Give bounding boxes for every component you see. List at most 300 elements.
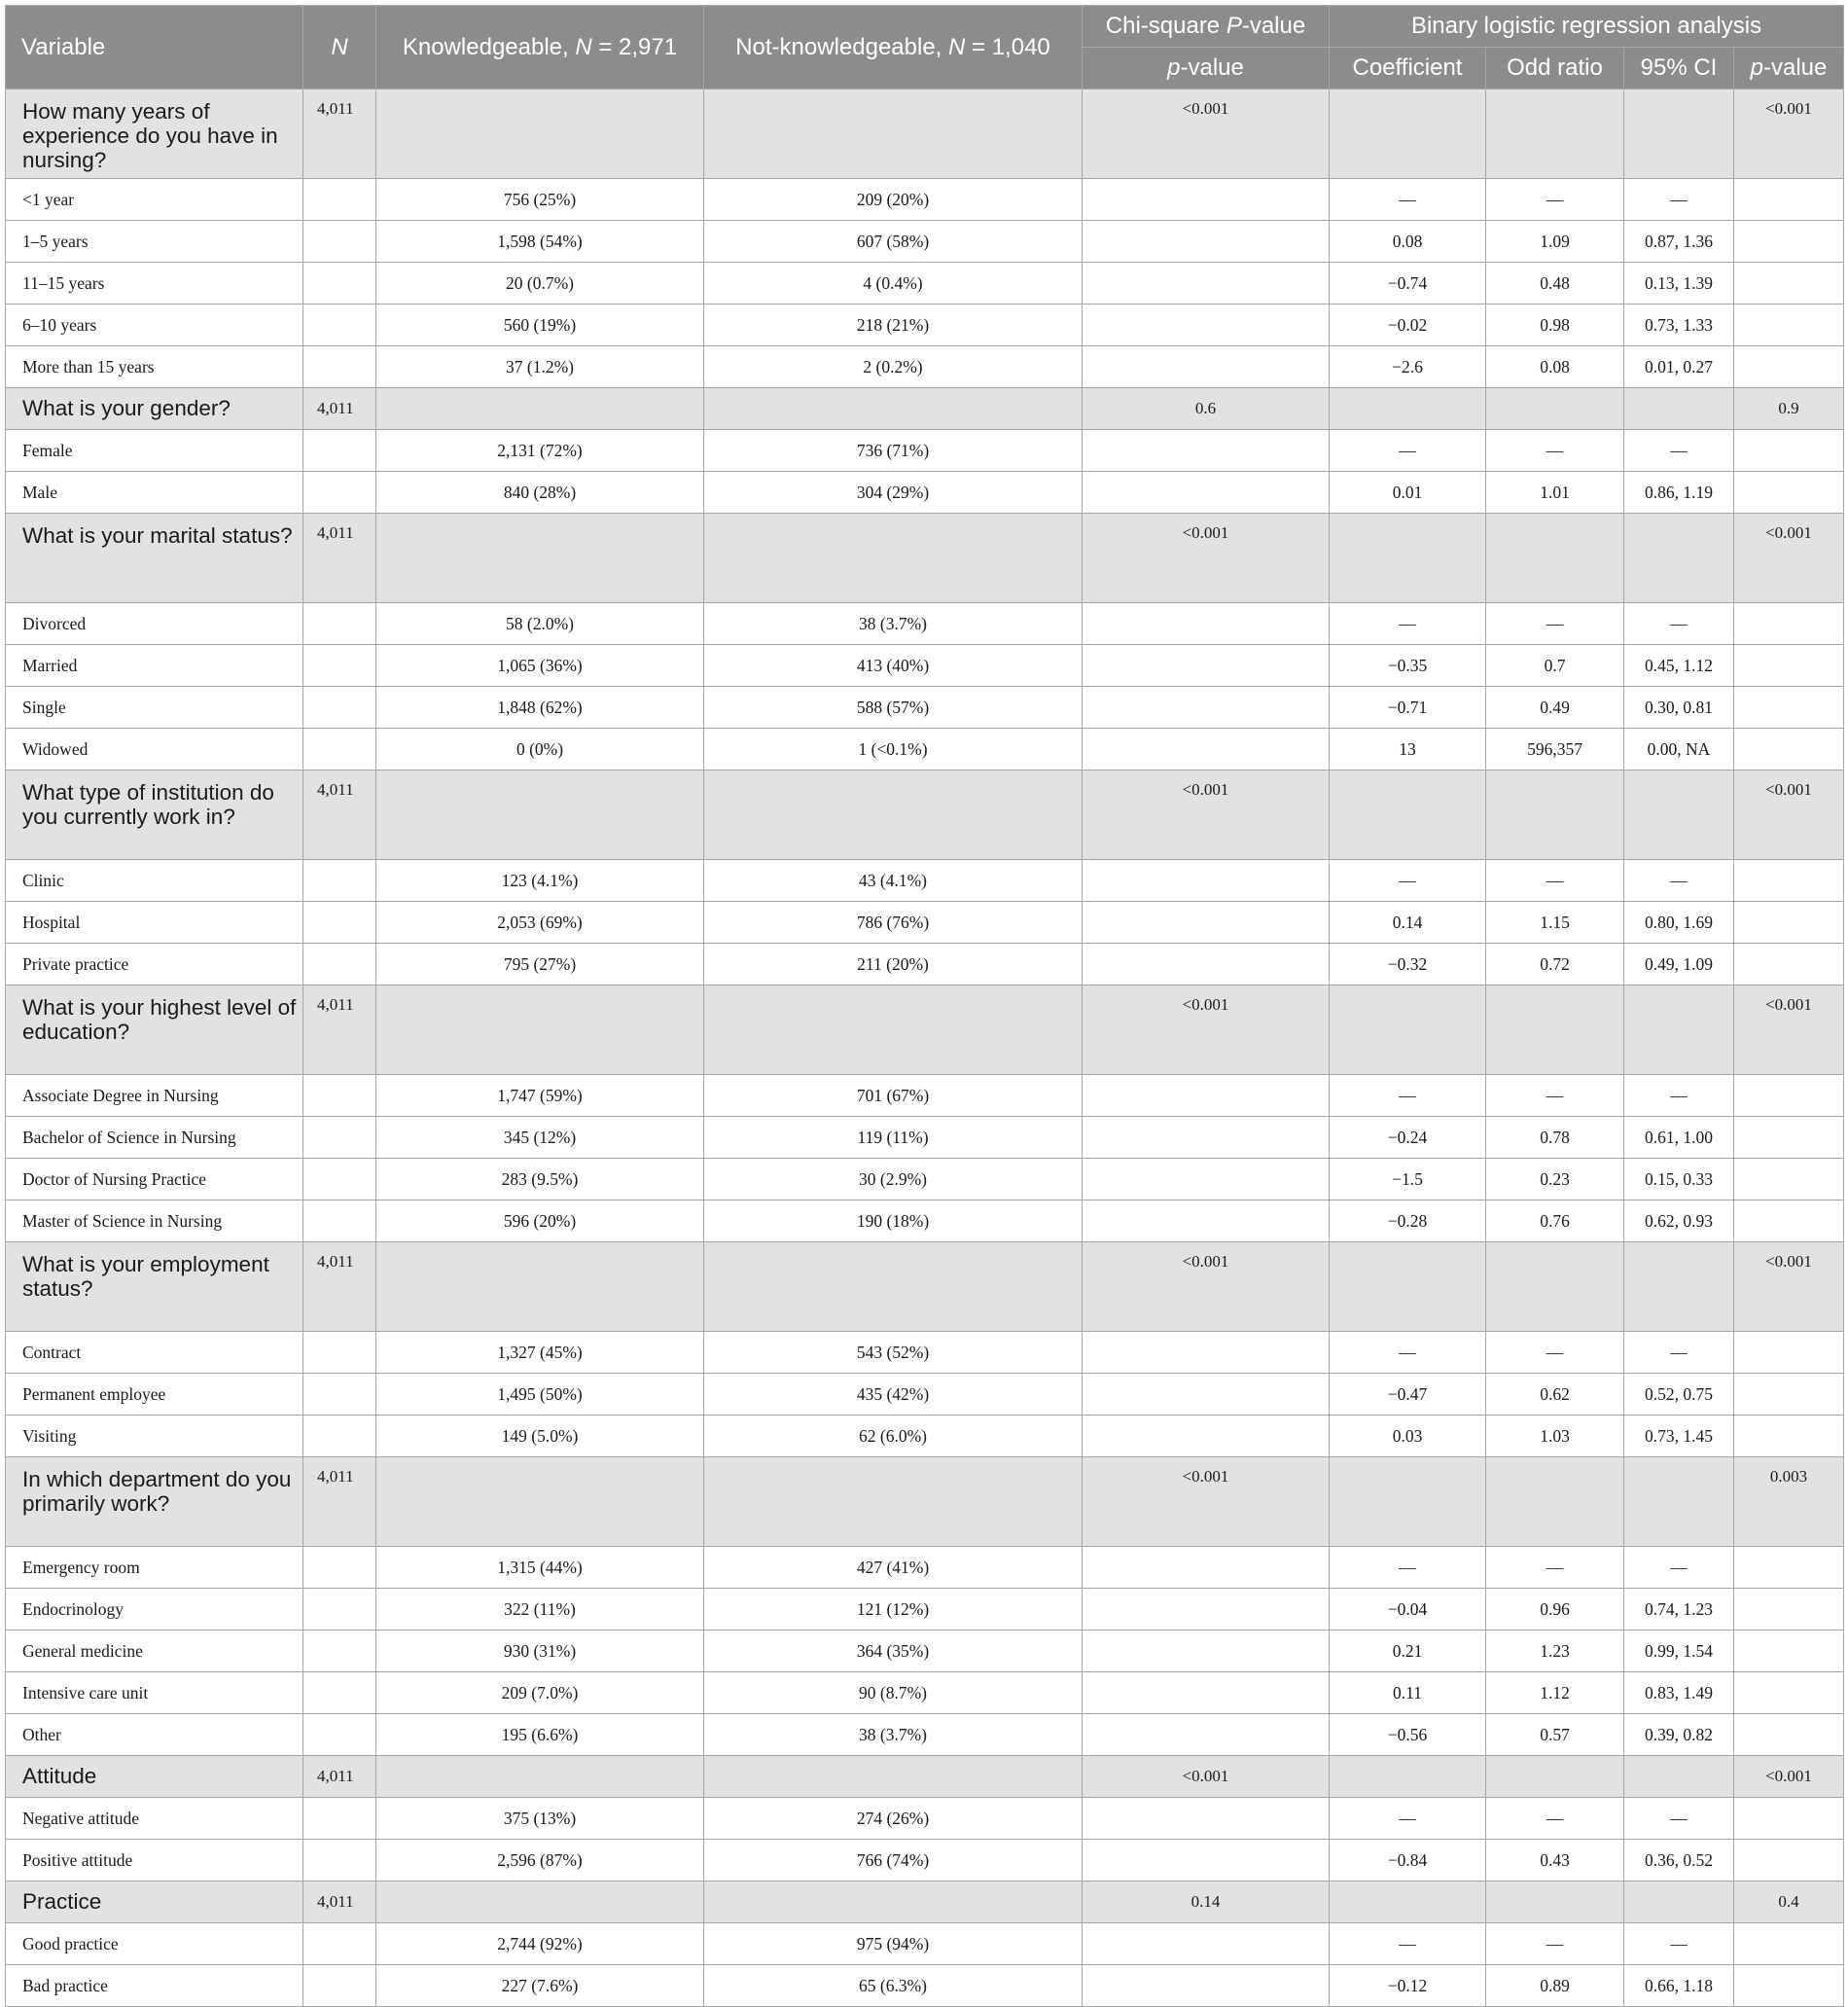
table-row <box>6 687 1844 729</box>
row-coefficient: — <box>1330 1798 1486 1840</box>
table-row <box>6 645 1844 687</box>
row-label: Associate Degree in Nursing <box>6 1075 303 1117</box>
row-regression-p-empty <box>1734 687 1844 729</box>
row-chi-square-empty <box>1083 430 1330 472</box>
group-header-row <box>6 90 1844 179</box>
group-chi-square-p: <0.001 <box>1083 1242 1330 1332</box>
table-row <box>6 860 1844 902</box>
row-label: Contract <box>6 1332 303 1374</box>
row-regression-p-empty <box>1734 179 1844 221</box>
row-label: Other <box>6 1714 303 1756</box>
row-knowledgeable: 227 (7.6%) <box>376 1965 704 2007</box>
row-knowledgeable: 149 (5.0%) <box>376 1416 704 1457</box>
row-regression-p-empty <box>1734 1075 1844 1117</box>
row-chi-square-empty <box>1083 944 1330 986</box>
group-coefficient-empty <box>1330 1242 1486 1332</box>
row-odd-ratio: 0.62 <box>1486 1374 1624 1416</box>
row-chi-square-empty <box>1083 1714 1330 1756</box>
row-ci: — <box>1624 603 1734 645</box>
group-ci-empty <box>1624 771 1734 860</box>
group-chi-square-p: <0.001 <box>1083 1756 1330 1798</box>
header-chi-square: Chi-square P-value <box>1083 6 1330 48</box>
group-not-knowledgeable-empty <box>704 388 1083 430</box>
row-not-knowledgeable: 588 (57%) <box>704 687 1083 729</box>
row-label: Positive attitude <box>6 1840 303 1882</box>
header-regression-p-value: p-value <box>1734 48 1844 90</box>
row-label: Endocrinology <box>6 1589 303 1631</box>
row-label: General medicine <box>6 1631 303 1672</box>
group-knowledgeable-empty <box>376 1242 704 1332</box>
group-ci-empty <box>1624 1882 1734 1923</box>
group-coefficient-empty <box>1330 1882 1486 1923</box>
table-row <box>6 1159 1844 1201</box>
header-n: N <box>303 6 376 90</box>
row-odd-ratio: — <box>1486 1075 1624 1117</box>
row-ci: 0.36, 0.52 <box>1624 1840 1734 1882</box>
row-n-empty <box>303 687 376 729</box>
row-ci: — <box>1624 1923 1734 1965</box>
group-n: 4,011 <box>303 986 376 1075</box>
group-question: What is your marital status? <box>6 514 303 603</box>
row-regression-p-empty <box>1734 1672 1844 1714</box>
group-ci-empty <box>1624 1242 1734 1332</box>
row-label: 11–15 years <box>6 263 303 305</box>
group-regression-p: <0.001 <box>1734 514 1844 603</box>
group-chi-square-p: <0.001 <box>1083 986 1330 1075</box>
row-coefficient: 0.11 <box>1330 1672 1486 1714</box>
row-label: Clinic <box>6 860 303 902</box>
row-ci: 0.73, 1.45 <box>1624 1416 1734 1457</box>
row-regression-p-empty <box>1734 472 1844 514</box>
row-knowledgeable: 322 (11%) <box>376 1589 704 1631</box>
table-row <box>6 1840 1844 1882</box>
row-regression-p-empty <box>1734 645 1844 687</box>
row-coefficient: — <box>1330 1332 1486 1374</box>
group-coefficient-empty <box>1330 1756 1486 1798</box>
row-regression-p-empty <box>1734 1589 1844 1631</box>
row-chi-square-empty <box>1083 1798 1330 1840</box>
group-header-row <box>6 514 1844 603</box>
row-odd-ratio: 0.48 <box>1486 263 1624 305</box>
row-coefficient: −0.84 <box>1330 1840 1486 1882</box>
group-question: What is your highest level of education? <box>6 986 303 1075</box>
row-coefficient: −0.47 <box>1330 1374 1486 1416</box>
group-n: 4,011 <box>303 771 376 860</box>
row-odd-ratio: — <box>1486 1798 1624 1840</box>
row-not-knowledgeable: 701 (67%) <box>704 1075 1083 1117</box>
row-knowledgeable: 1,327 (45%) <box>376 1332 704 1374</box>
row-n-empty <box>303 305 376 346</box>
row-ci: — <box>1624 430 1734 472</box>
row-odd-ratio: — <box>1486 179 1624 221</box>
row-ci: — <box>1624 1798 1734 1840</box>
group-question: What is your employment status? <box>6 1242 303 1332</box>
row-coefficient: 13 <box>1330 729 1486 771</box>
row-knowledgeable: 2,596 (87%) <box>376 1840 704 1882</box>
header-regression: Binary logistic regression analysis <box>1330 6 1844 48</box>
header-knowledgeable: Knowledgeable, N = 2,971 <box>376 6 704 90</box>
group-regression-p: 0.9 <box>1734 388 1844 430</box>
row-coefficient: −0.35 <box>1330 645 1486 687</box>
row-label: Hospital <box>6 902 303 944</box>
table-row <box>6 1714 1844 1756</box>
table-row <box>6 472 1844 514</box>
group-knowledgeable-empty <box>376 90 704 179</box>
row-label: Bachelor of Science in Nursing <box>6 1117 303 1159</box>
row-coefficient: — <box>1330 1075 1486 1117</box>
table-row <box>6 944 1844 986</box>
row-odd-ratio: 596,357 <box>1486 729 1624 771</box>
row-coefficient: −0.74 <box>1330 263 1486 305</box>
row-ci: — <box>1624 1332 1734 1374</box>
row-not-knowledgeable: 218 (21%) <box>704 305 1083 346</box>
group-question: Attitude <box>6 1756 303 1798</box>
row-n-empty <box>303 472 376 514</box>
row-chi-square-empty <box>1083 603 1330 645</box>
row-not-knowledgeable: 4 (0.4%) <box>704 263 1083 305</box>
row-chi-square-empty <box>1083 1965 1330 2007</box>
row-chi-square-empty <box>1083 221 1330 263</box>
row-n-empty <box>303 729 376 771</box>
table-row <box>6 430 1844 472</box>
group-question: How many years of experience do you have in nursing? <box>6 90 303 179</box>
row-not-knowledgeable: 65 (6.3%) <box>704 1965 1083 2007</box>
row-chi-square-empty <box>1083 1117 1330 1159</box>
row-knowledgeable: 345 (12%) <box>376 1117 704 1159</box>
row-ci: — <box>1624 860 1734 902</box>
row-ci: 0.13, 1.39 <box>1624 263 1734 305</box>
header-odd-ratio: Odd ratio <box>1486 48 1624 90</box>
group-not-knowledgeable-empty <box>704 1882 1083 1923</box>
row-ci: — <box>1624 1547 1734 1589</box>
row-chi-square-empty <box>1083 645 1330 687</box>
row-chi-square-empty <box>1083 860 1330 902</box>
row-not-knowledgeable: 435 (42%) <box>704 1374 1083 1416</box>
row-chi-square-empty <box>1083 729 1330 771</box>
group-odd-ratio-empty <box>1486 90 1624 179</box>
row-not-knowledgeable: 62 (6.0%) <box>704 1416 1083 1457</box>
row-not-knowledgeable: 413 (40%) <box>704 645 1083 687</box>
row-n-empty <box>303 902 376 944</box>
group-regression-p: <0.001 <box>1734 771 1844 860</box>
row-chi-square-empty <box>1083 1374 1330 1416</box>
row-knowledgeable: 1,495 (50%) <box>376 1374 704 1416</box>
row-ci: 0.15, 0.33 <box>1624 1159 1734 1201</box>
row-coefficient: — <box>1330 430 1486 472</box>
group-chi-square-p: 0.6 <box>1083 388 1330 430</box>
row-not-knowledgeable: 2 (0.2%) <box>704 346 1083 388</box>
group-coefficient-empty <box>1330 1457 1486 1547</box>
group-ci-empty <box>1624 1756 1734 1798</box>
group-chi-square-p: <0.001 <box>1083 771 1330 860</box>
group-knowledgeable-empty <box>376 1457 704 1547</box>
row-ci: 0.80, 1.69 <box>1624 902 1734 944</box>
table-row <box>6 1672 1844 1714</box>
group-coefficient-empty <box>1330 514 1486 603</box>
row-not-knowledgeable: 364 (35%) <box>704 1631 1083 1672</box>
row-not-knowledgeable: 274 (26%) <box>704 1798 1083 1840</box>
row-not-knowledgeable: 211 (20%) <box>704 944 1083 986</box>
row-knowledgeable: 1,747 (59%) <box>376 1075 704 1117</box>
header-chi-p-value: p-value <box>1083 48 1330 90</box>
row-odd-ratio: 0.98 <box>1486 305 1624 346</box>
row-label: <1 year <box>6 179 303 221</box>
row-n-empty <box>303 1117 376 1159</box>
row-ci: 0.45, 1.12 <box>1624 645 1734 687</box>
row-knowledgeable: 283 (9.5%) <box>376 1159 704 1201</box>
row-knowledgeable: 2,744 (92%) <box>376 1923 704 1965</box>
row-knowledgeable: 930 (31%) <box>376 1631 704 1672</box>
table-row <box>6 1965 1844 2007</box>
row-knowledgeable: 2,131 (72%) <box>376 430 704 472</box>
row-n-empty <box>303 1547 376 1589</box>
row-chi-square-empty <box>1083 1589 1330 1631</box>
row-label: 6–10 years <box>6 305 303 346</box>
table-row <box>6 1374 1844 1416</box>
row-ci: 0.01, 0.27 <box>1624 346 1734 388</box>
row-label: Master of Science in Nursing <box>6 1201 303 1242</box>
row-ci: 0.52, 0.75 <box>1624 1374 1734 1416</box>
row-n-empty <box>303 346 376 388</box>
group-coefficient-empty <box>1330 986 1486 1075</box>
row-n-empty <box>303 1075 376 1117</box>
row-regression-p-empty <box>1734 1374 1844 1416</box>
row-odd-ratio: 1.09 <box>1486 221 1624 263</box>
row-knowledgeable: 1,848 (62%) <box>376 687 704 729</box>
row-not-knowledgeable: 607 (58%) <box>704 221 1083 263</box>
row-n-empty <box>303 860 376 902</box>
group-n: 4,011 <box>303 1457 376 1547</box>
row-knowledgeable: 756 (25%) <box>376 179 704 221</box>
row-label: Permanent employee <box>6 1374 303 1416</box>
row-chi-square-empty <box>1083 472 1330 514</box>
row-n-empty <box>303 1840 376 1882</box>
row-not-knowledgeable: 975 (94%) <box>704 1923 1083 1965</box>
row-odd-ratio: 0.23 <box>1486 1159 1624 1201</box>
group-knowledgeable-empty <box>376 388 704 430</box>
row-not-knowledgeable: 543 (52%) <box>704 1332 1083 1374</box>
group-odd-ratio-empty <box>1486 1882 1624 1923</box>
header-variable: Variable <box>6 6 303 90</box>
row-odd-ratio: 1.23 <box>1486 1631 1624 1672</box>
row-odd-ratio: 0.08 <box>1486 346 1624 388</box>
row-label: More than 15 years <box>6 346 303 388</box>
table-row <box>6 346 1844 388</box>
row-regression-p-empty <box>1734 1159 1844 1201</box>
row-label: Private practice <box>6 944 303 986</box>
row-odd-ratio: — <box>1486 860 1624 902</box>
row-odd-ratio: 0.7 <box>1486 645 1624 687</box>
row-chi-square-empty <box>1083 1416 1330 1457</box>
group-not-knowledgeable-empty <box>704 771 1083 860</box>
row-not-knowledgeable: 786 (76%) <box>704 902 1083 944</box>
row-coefficient: −0.32 <box>1330 944 1486 986</box>
group-header-row <box>6 1242 1844 1332</box>
group-knowledgeable-empty <box>376 986 704 1075</box>
group-header-row <box>6 1756 1844 1798</box>
row-n-empty <box>303 1798 376 1840</box>
group-regression-p: <0.001 <box>1734 986 1844 1075</box>
row-not-knowledgeable: 1 (<0.1%) <box>704 729 1083 771</box>
group-not-knowledgeable-empty <box>704 514 1083 603</box>
group-regression-p: <0.001 <box>1734 90 1844 179</box>
group-chi-square-p: <0.001 <box>1083 1457 1330 1547</box>
row-not-knowledgeable: 304 (29%) <box>704 472 1083 514</box>
row-coefficient: — <box>1330 1923 1486 1965</box>
row-n-empty <box>303 1374 376 1416</box>
row-odd-ratio: 0.49 <box>1486 687 1624 729</box>
row-chi-square-empty <box>1083 1075 1330 1117</box>
group-n: 4,011 <box>303 1882 376 1923</box>
group-odd-ratio-empty <box>1486 1242 1624 1332</box>
row-n-empty <box>303 1201 376 1242</box>
row-regression-p-empty <box>1734 1117 1844 1159</box>
row-label: Intensive care unit <box>6 1672 303 1714</box>
group-ci-empty <box>1624 1457 1734 1547</box>
group-ci-empty <box>1624 514 1734 603</box>
row-chi-square-empty <box>1083 1159 1330 1201</box>
row-coefficient: — <box>1330 860 1486 902</box>
group-not-knowledgeable-empty <box>704 1756 1083 1798</box>
row-chi-square-empty <box>1083 1672 1330 1714</box>
row-knowledgeable: 1,315 (44%) <box>376 1547 704 1589</box>
row-knowledgeable: 20 (0.7%) <box>376 263 704 305</box>
row-regression-p-empty <box>1734 860 1844 902</box>
row-knowledgeable: 2,053 (69%) <box>376 902 704 944</box>
table-row <box>6 1117 1844 1159</box>
row-knowledgeable: 596 (20%) <box>376 1201 704 1242</box>
row-odd-ratio: — <box>1486 1332 1624 1374</box>
group-n: 4,011 <box>303 514 376 603</box>
table-row <box>6 1923 1844 1965</box>
row-label: Divorced <box>6 603 303 645</box>
row-n-empty <box>303 1923 376 1965</box>
row-n-empty <box>303 645 376 687</box>
row-not-knowledgeable: 190 (18%) <box>704 1201 1083 1242</box>
row-coefficient: — <box>1330 179 1486 221</box>
row-knowledgeable: 1,598 (54%) <box>376 221 704 263</box>
group-chi-square-p: <0.001 <box>1083 514 1330 603</box>
row-ci: 0.99, 1.54 <box>1624 1631 1734 1672</box>
row-knowledgeable: 560 (19%) <box>376 305 704 346</box>
row-coefficient: −0.12 <box>1330 1965 1486 2007</box>
row-ci: — <box>1624 1075 1734 1117</box>
row-chi-square-empty <box>1083 1332 1330 1374</box>
table-row <box>6 1547 1844 1589</box>
row-coefficient: −0.02 <box>1330 305 1486 346</box>
row-coefficient: −2.6 <box>1330 346 1486 388</box>
row-odd-ratio: 1.01 <box>1486 472 1624 514</box>
row-regression-p-empty <box>1734 1631 1844 1672</box>
header-not-knowledgeable: Not-knowledgeable, N = 1,040 <box>704 6 1083 90</box>
row-n-empty <box>303 1714 376 1756</box>
row-regression-p-empty <box>1734 346 1844 388</box>
group-knowledgeable-empty <box>376 1882 704 1923</box>
group-chi-square-p: 0.14 <box>1083 1882 1330 1923</box>
row-label: Married <box>6 645 303 687</box>
row-n-empty <box>303 603 376 645</box>
table-row <box>6 1589 1844 1631</box>
row-not-knowledgeable: 119 (11%) <box>704 1117 1083 1159</box>
row-chi-square-empty <box>1083 687 1330 729</box>
group-ci-empty <box>1624 90 1734 179</box>
row-chi-square-empty <box>1083 1201 1330 1242</box>
row-label: Good practice <box>6 1923 303 1965</box>
group-header-row <box>6 388 1844 430</box>
row-regression-p-empty <box>1734 305 1844 346</box>
row-knowledgeable: 0 (0%) <box>376 729 704 771</box>
row-odd-ratio: 1.12 <box>1486 1672 1624 1714</box>
table-row <box>6 1798 1844 1840</box>
row-label: Emergency room <box>6 1547 303 1589</box>
group-regression-p: 0.003 <box>1734 1457 1844 1547</box>
group-question: In which department do you primarily work? <box>6 1457 303 1547</box>
row-not-knowledgeable: 43 (4.1%) <box>704 860 1083 902</box>
row-coefficient: 0.08 <box>1330 221 1486 263</box>
header-coefficient: Coefficient <box>1330 48 1486 90</box>
row-chi-square-empty <box>1083 1631 1330 1672</box>
row-ci: 0.30, 0.81 <box>1624 687 1734 729</box>
row-regression-p-empty <box>1734 1714 1844 1756</box>
group-not-knowledgeable-empty <box>704 1457 1083 1547</box>
row-coefficient: −0.28 <box>1330 1201 1486 1242</box>
row-knowledgeable: 375 (13%) <box>376 1798 704 1840</box>
group-n: 4,011 <box>303 90 376 179</box>
row-not-knowledgeable: 766 (74%) <box>704 1840 1083 1882</box>
results-table <box>5 5 1844 2007</box>
row-regression-p-empty <box>1734 263 1844 305</box>
row-regression-p-empty <box>1734 603 1844 645</box>
row-not-knowledgeable: 121 (12%) <box>704 1589 1083 1631</box>
group-regression-p: <0.001 <box>1734 1756 1844 1798</box>
row-regression-p-empty <box>1734 1923 1844 1965</box>
group-odd-ratio-empty <box>1486 388 1624 430</box>
row-chi-square-empty <box>1083 179 1330 221</box>
group-regression-p: <0.001 <box>1734 1242 1844 1332</box>
row-n-empty <box>303 1332 376 1374</box>
row-label: Negative attitude <box>6 1798 303 1840</box>
row-coefficient: −0.56 <box>1330 1714 1486 1756</box>
row-ci: 0.74, 1.23 <box>1624 1589 1734 1631</box>
row-label: Widowed <box>6 729 303 771</box>
group-knowledgeable-empty <box>376 771 704 860</box>
row-regression-p-empty <box>1734 1965 1844 2007</box>
row-label: 1–5 years <box>6 221 303 263</box>
group-odd-ratio-empty <box>1486 1756 1624 1798</box>
row-regression-p-empty <box>1734 1547 1844 1589</box>
row-n-empty <box>303 1589 376 1631</box>
row-ci: 0.66, 1.18 <box>1624 1965 1734 2007</box>
row-ci: 0.83, 1.49 <box>1624 1672 1734 1714</box>
row-odd-ratio: — <box>1486 1923 1624 1965</box>
row-label: Female <box>6 430 303 472</box>
group-knowledgeable-empty <box>376 1756 704 1798</box>
group-header-row <box>6 986 1844 1075</box>
group-odd-ratio-empty <box>1486 514 1624 603</box>
row-label: Bad practice <box>6 1965 303 2007</box>
row-knowledgeable: 209 (7.0%) <box>376 1672 704 1714</box>
group-knowledgeable-empty <box>376 514 704 603</box>
row-n-empty <box>303 263 376 305</box>
row-not-knowledgeable: 90 (8.7%) <box>704 1672 1083 1714</box>
group-not-knowledgeable-empty <box>704 90 1083 179</box>
row-odd-ratio: — <box>1486 1547 1624 1589</box>
row-chi-square-empty <box>1083 1840 1330 1882</box>
row-label: Male <box>6 472 303 514</box>
table-header <box>6 6 1844 90</box>
row-n-empty <box>303 430 376 472</box>
row-n-empty <box>303 179 376 221</box>
